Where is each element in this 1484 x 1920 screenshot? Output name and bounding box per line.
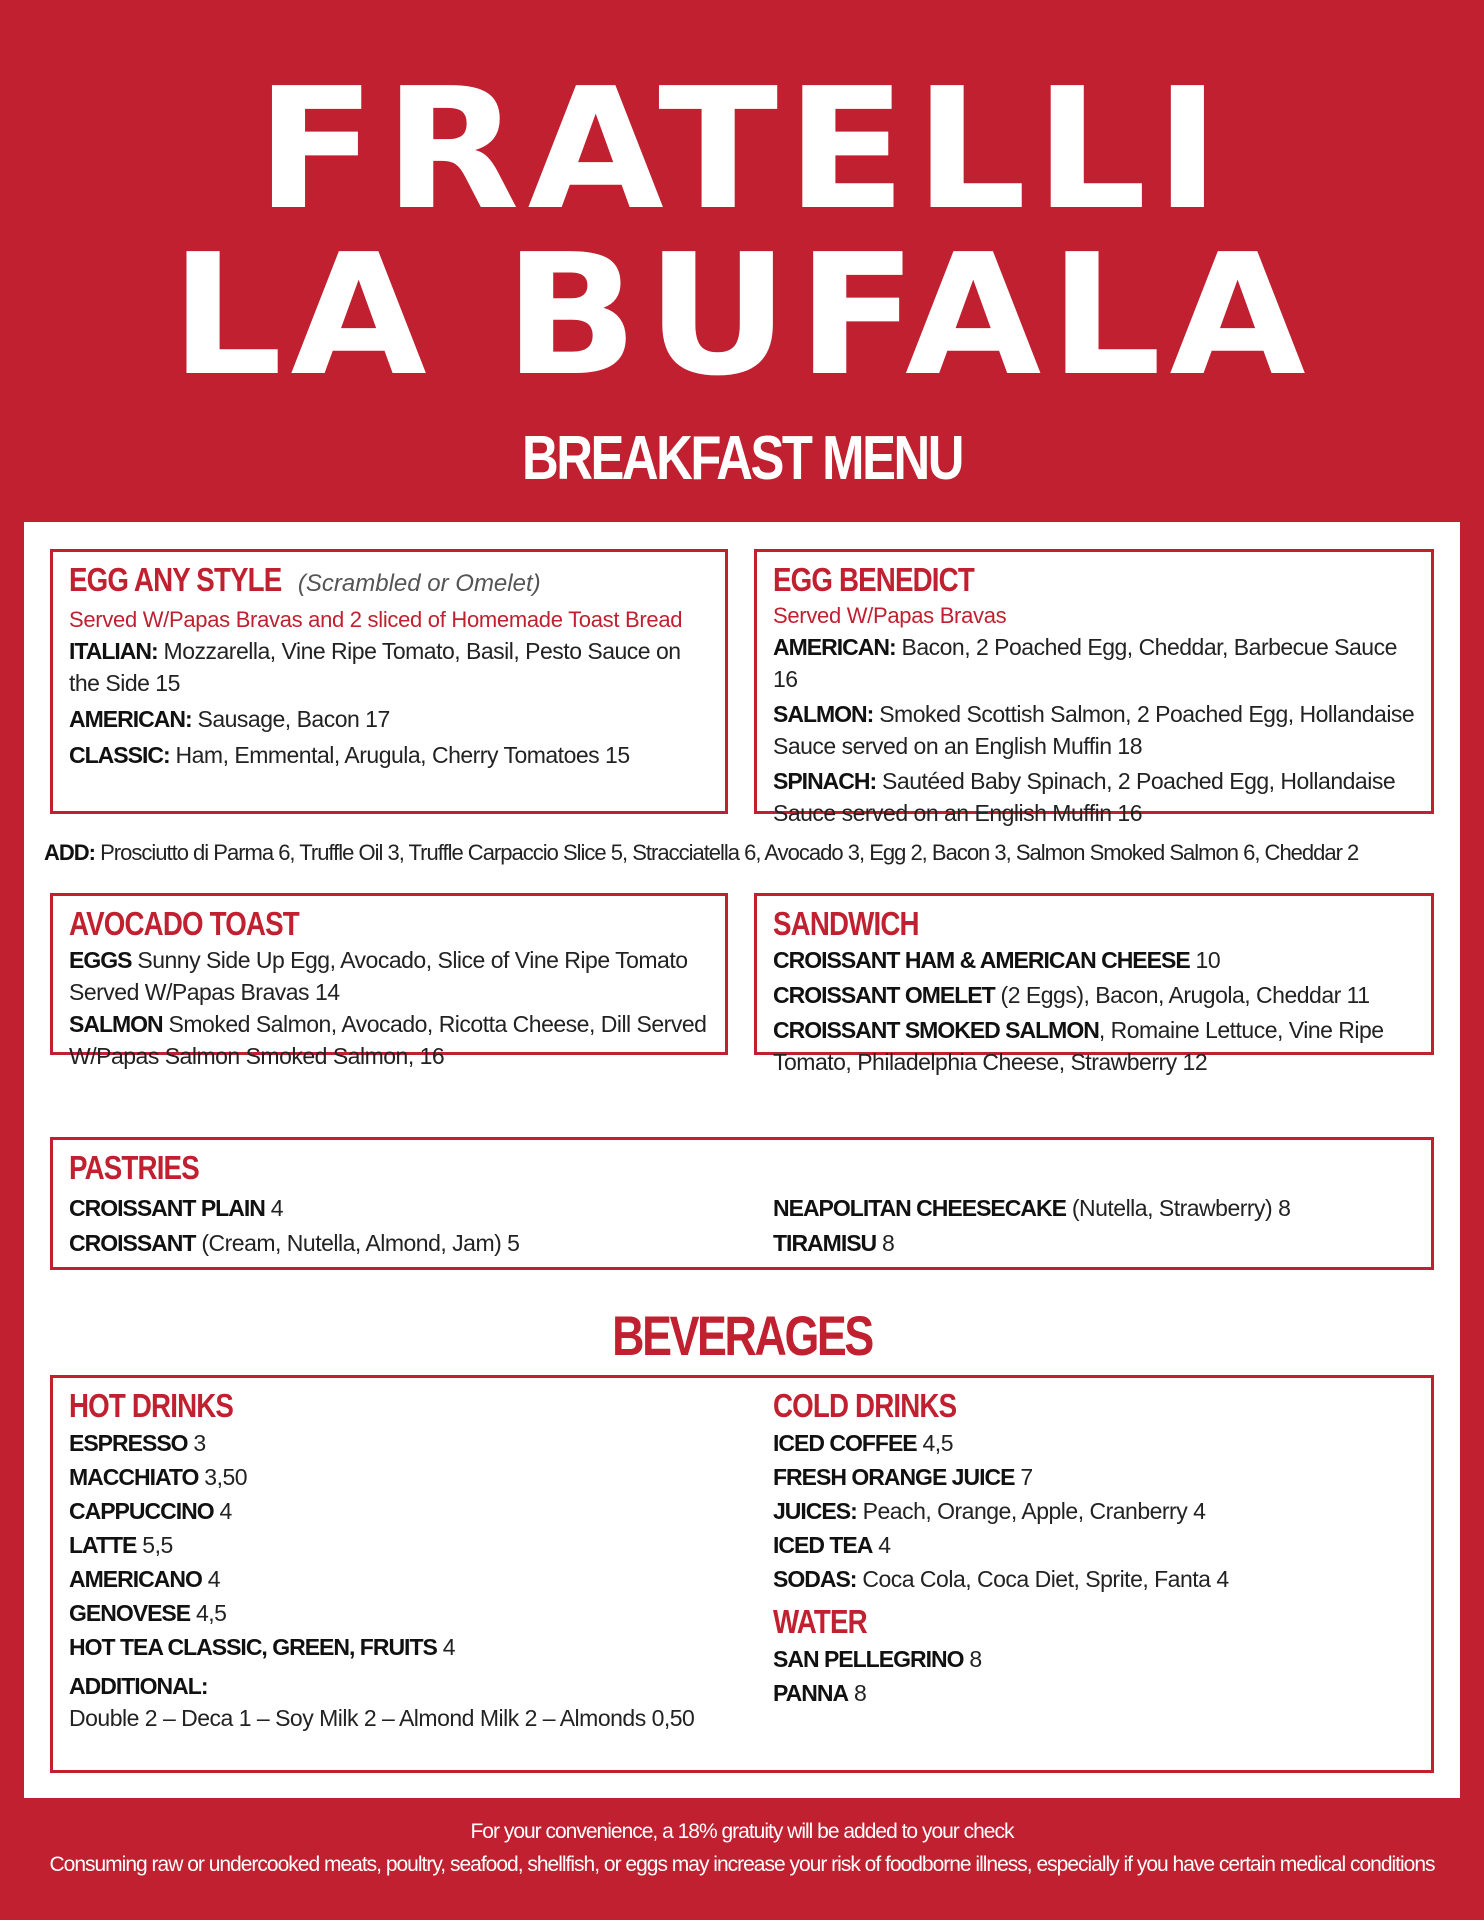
served-with-note: Served W/Papas Bravas <box>773 603 1007 628</box>
menu-item: GENOVESE 4,5 <box>69 1600 227 1626</box>
menu-item: CAPPUCCINO 4 <box>69 1498 232 1524</box>
menu-item: HOT TEA CLASSIC, GREEN, FRUITS 4 <box>69 1634 456 1660</box>
menu-item: PANNA 8 <box>773 1680 867 1706</box>
egg-benedict-section <box>754 549 1434 826</box>
menu-item: SAN PELLEGRINO 8 <box>773 1646 982 1672</box>
menu-item: CLASSIC: Ham, Emmental, Arugula, Cherry Tomatoes 15 <box>69 742 630 768</box>
section-note: (Scrambled or Omelet) <box>297 570 541 597</box>
pastries-left-column <box>69 1192 519 1259</box>
restaurant-name-line2: LA BUFALA <box>170 218 1314 413</box>
menu-item: Served W/Papas Bravas 14 <box>69 979 340 1005</box>
menu-item: EGGS Sunny Side Up Egg, Avocado, Slice of Vine Ripe Tomato <box>69 947 688 973</box>
menu-item: CROISSANT HAM & AMERICAN CHEESE 10 <box>773 947 1221 973</box>
menu-item: Sauce served on an English Muffin 18 <box>773 733 1142 759</box>
restaurant-name-line1: FRATELLI <box>255 52 1229 247</box>
avocado-toast-section <box>50 893 728 1069</box>
menu-item: NEAPOLITAN CHEESECAKE (Nutella, Strawberry) 8 <box>773 1195 1291 1221</box>
cold-drinks-column <box>773 1386 1229 1710</box>
menu-item: the Side 15 <box>69 670 180 696</box>
section-title: SANDWICH <box>773 905 919 942</box>
additional-label: ADDITIONAL: <box>69 1673 208 1699</box>
menu-item: AMERICAN: Sausage, Bacon 17 <box>69 706 390 732</box>
menu-item: CROISSANT PLAIN 4 <box>69 1195 284 1221</box>
hot-drinks-title: HOT DRINKS <box>69 1387 234 1424</box>
menu-item: ESPRESSO 3 <box>69 1430 206 1456</box>
menu-item: CROISSANT (Cream, Nutella, Almond, Jam) 5 <box>69 1230 520 1256</box>
menu-item: JUICES: Peach, Orange, Apple, Cranberry 4 <box>773 1498 1206 1524</box>
menu-item: MACCHIATO 3,50 <box>69 1464 248 1490</box>
served-with-note: Served W/Papas Bravas and 2 sliced of Homemade Toast Bread <box>69 607 683 632</box>
menu-item: CROISSANT OMELET (2 Eggs), Bacon, Arugola, Cheddar 11 <box>773 982 1370 1008</box>
section-title: AVOCADO TOAST <box>69 905 299 942</box>
hot-drinks-column <box>69 1386 694 1734</box>
menu-item: CROISSANT SMOKED SALMON, Romaine Lettuce, Vine Ripe <box>773 1017 1384 1043</box>
section-title: EGG ANY STYLE (Scrambled or Omelet) <box>69 561 541 598</box>
beverages-section <box>50 1375 1434 1773</box>
menu-item: W/Papas Salmon Smoked Salmon, 16 <box>69 1043 445 1069</box>
menu-item: SALMON Smoked Salmon, Avocado, Ricotta Cheese, Dill Served <box>69 1011 707 1037</box>
sandwich-section <box>754 893 1434 1075</box>
menu-item: ICED TEA 4 <box>773 1532 891 1558</box>
egg-any-style-section <box>50 549 728 814</box>
cold-drinks-title: COLD DRINKS <box>773 1387 957 1424</box>
menu-item: Tomato, Philadelphia Cheese, Strawberry 12 <box>773 1049 1208 1075</box>
pastries-section <box>50 1137 1434 1270</box>
section-title: PASTRIES <box>69 1149 199 1186</box>
menu-subtitle: BREAKFAST MENU <box>521 424 963 493</box>
gratuity-note: For your convenience, a 18% gratuity will be added to your check <box>470 1820 1014 1843</box>
additional-options: Double 2 – Deca 1 – Soy Milk 2 – Almond Milk 2 – Almonds 0,50 <box>69 1705 695 1731</box>
menu-panel <box>24 522 1460 1798</box>
water-title: WATER <box>773 1603 867 1640</box>
menu-item: TIRAMISU 8 <box>773 1230 895 1256</box>
menu-item: SODAS: Coca Cola, Coca Diet, Sprite, Fanta 4 <box>773 1566 1229 1592</box>
menu-item: AMERICANO 4 <box>69 1566 221 1592</box>
section-title: EGG BENEDICT <box>773 561 974 598</box>
menu-item: SALMON: Smoked Scottish Salmon, 2 Poached Egg, Hollandaise <box>773 701 1415 727</box>
add-ons-line: ADD: Prosciutto di Parma 6, Truffle Oil 3, Truffle Carpaccio Slice 5, Stracciatella 6, Avocado 3, Egg 2, Bacon 3, Salmon Smoked Salmon 6, Cheddar 2 <box>44 840 1359 865</box>
menu-item: AMERICAN: Bacon, 2 Poached Egg, Cheddar, Barbecue Sauce 16 <box>773 634 1397 692</box>
menu-item: ICED COFFEE 4,5 <box>773 1430 953 1456</box>
menu-item: FRESH ORANGE JUICE 7 <box>773 1464 1033 1490</box>
menu-item: Sauce served on an English Muffin 16 <box>773 800 1142 826</box>
menu-item: LATTE 5,5 <box>69 1532 173 1558</box>
pastries-right-column <box>773 1192 1290 1259</box>
menu-item: SPINACH: Sautéed Baby Spinach, 2 Poached Egg, Hollandaise <box>773 768 1396 794</box>
menu-item: ITALIAN: Mozzarella, Vine Ripe Tomato, Basil, Pesto Sauce on <box>69 638 681 664</box>
beverages-title: BEVERAGES <box>612 1304 872 1367</box>
food-safety-disclaimer: Consuming raw or undercooked meats, poultry, seafood, shellfish, or eggs may increase your risk of foodborne illness, especially if you have certain medical conditions <box>49 1853 1435 1876</box>
